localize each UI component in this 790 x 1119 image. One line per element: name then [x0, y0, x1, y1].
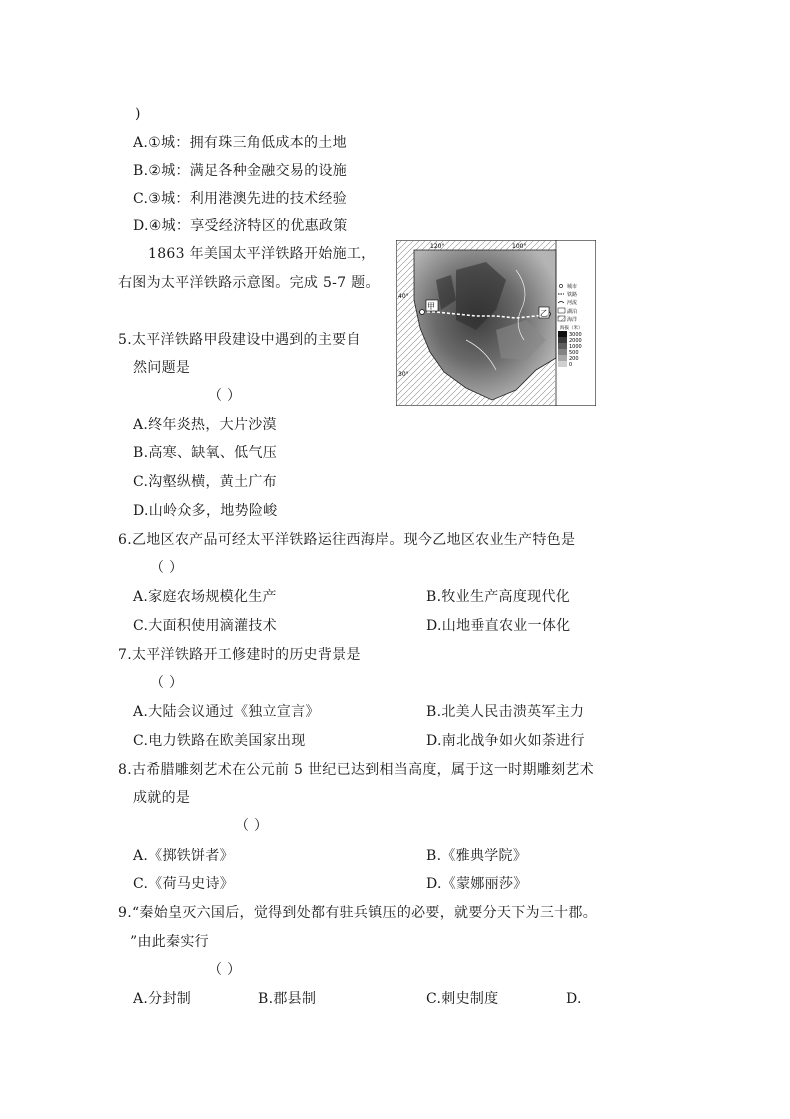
- legend-railroad: 铁路: [567, 292, 578, 298]
- q5-option-d: D.山岭众多，地势险峻: [133, 503, 278, 519]
- lat-label-30: 30°: [398, 371, 409, 378]
- q8-option-b: B.《雅典学院》: [426, 848, 528, 864]
- q8-option-d: D.《蒙娜丽莎》: [426, 876, 528, 892]
- q7-option-b: B.北美人民击溃英军主力: [426, 704, 585, 720]
- legend-river: 河流: [567, 300, 578, 306]
- legend-elev-3000: 3000: [569, 332, 582, 338]
- q8-stem-line-2: 成就的是: [133, 790, 191, 806]
- q9-option-a: A.分封制: [133, 991, 192, 1007]
- region-label-jia: 甲: [427, 302, 435, 311]
- legend-elevation-unit: 海拔（米）: [560, 326, 583, 331]
- legend-elev-500: 500: [569, 350, 579, 356]
- lon-label-120: 120°: [430, 243, 445, 250]
- legend-lake: 湖泊: [567, 309, 578, 315]
- q7-stem: 7.太平洋铁路开工修建时的历史背景是: [118, 647, 361, 663]
- q9-option-b: B.郡县制: [258, 991, 317, 1007]
- q8-answer-paren: （ ）: [235, 818, 269, 834]
- intro-line-1: 1863 年美国太平洋铁路开始施工，: [148, 246, 376, 262]
- q9-option-c: C.刺史制度: [426, 991, 499, 1007]
- q7-answer-paren: （ ）: [150, 675, 184, 691]
- q9-option-d: D.: [566, 991, 582, 1007]
- q7-option-a: A.大陆会议通过《独立宣言》: [133, 704, 320, 720]
- q5-answer-paren: （ ）: [208, 388, 242, 404]
- lon-label-100: 100°: [512, 243, 527, 250]
- q9-stem-line-2: ”由此秦实行: [130, 934, 209, 950]
- legend-elev-0: 0: [569, 362, 573, 368]
- q5-option-b: B.高寒、缺氧、低气压: [133, 445, 278, 461]
- q6-option-b: B.牧业生产高度现代化: [426, 589, 571, 605]
- option-b: B.②城：满足各种金融交易的设施: [133, 163, 348, 179]
- q9-stem-line-1: 9.“秦始皇灭六国后，觉得到处都有驻兵镇压的必要，就要分天下为三十郡。: [118, 905, 598, 921]
- lat-label-40: 40°: [398, 293, 409, 300]
- q5-stem-line-1: 5.太平洋铁路甲段建设中遇到的主要自: [118, 332, 361, 348]
- legend-elev-200: 200: [569, 356, 579, 362]
- q8-option-a: A.《掷铁饼者》: [133, 848, 234, 864]
- legend-elev-2000: 2000: [569, 338, 582, 344]
- q5-stem-line-2: 然问题是: [133, 360, 191, 376]
- pacific-railroad-map: [396, 240, 596, 406]
- city-marker-west: [420, 310, 425, 315]
- q7-option-d: D.南北战争如火如荼进行: [426, 733, 585, 749]
- q5-option-c: C.沟壑纵横，黄土广布: [133, 474, 277, 490]
- option-c: C.③城：利用港澳先进的技术经验: [133, 191, 348, 207]
- q9-answer-paren: （ ）: [208, 962, 242, 978]
- q6-option-d: D.山地垂直农业一体化: [426, 618, 571, 634]
- q8-option-c: C.《荷马史诗》: [133, 876, 235, 892]
- legend-city: 城市: [567, 284, 578, 290]
- legend-elev-1000: 1000: [569, 344, 582, 350]
- q7-option-c: C.电力铁路在欧美国家出现: [133, 733, 306, 749]
- q6-option-a: A.家庭农场规模化生产: [133, 589, 277, 605]
- q5-option-a: A.终年炎热，大片沙漠: [133, 417, 277, 433]
- closing-paren: ): [135, 106, 141, 122]
- intro-line-2: 右图为太平洋铁路示意图。完成 5-7 题。: [118, 275, 380, 291]
- region-label-yi: 乙: [540, 309, 548, 318]
- option-a: A.①城：拥有珠三角低成本的土地: [133, 135, 347, 151]
- option-d: D.④城：享受经济特区的优惠政策: [133, 218, 348, 234]
- q6-option-c: C.大面积使用滴灌技术: [133, 618, 277, 634]
- legend-sea: 海洋: [567, 317, 578, 323]
- q6-answer-paren: （ ）: [150, 560, 184, 576]
- q8-stem-line-1: 8.古希腊雕刻艺术在公元前 5 世纪已达到相当高度，属于这一时期雕刻艺术: [118, 762, 594, 778]
- q6-stem: 6.乙地区农产品可经太平洋铁路运往西海岸。现今乙地区农业生产特色是: [118, 532, 576, 548]
